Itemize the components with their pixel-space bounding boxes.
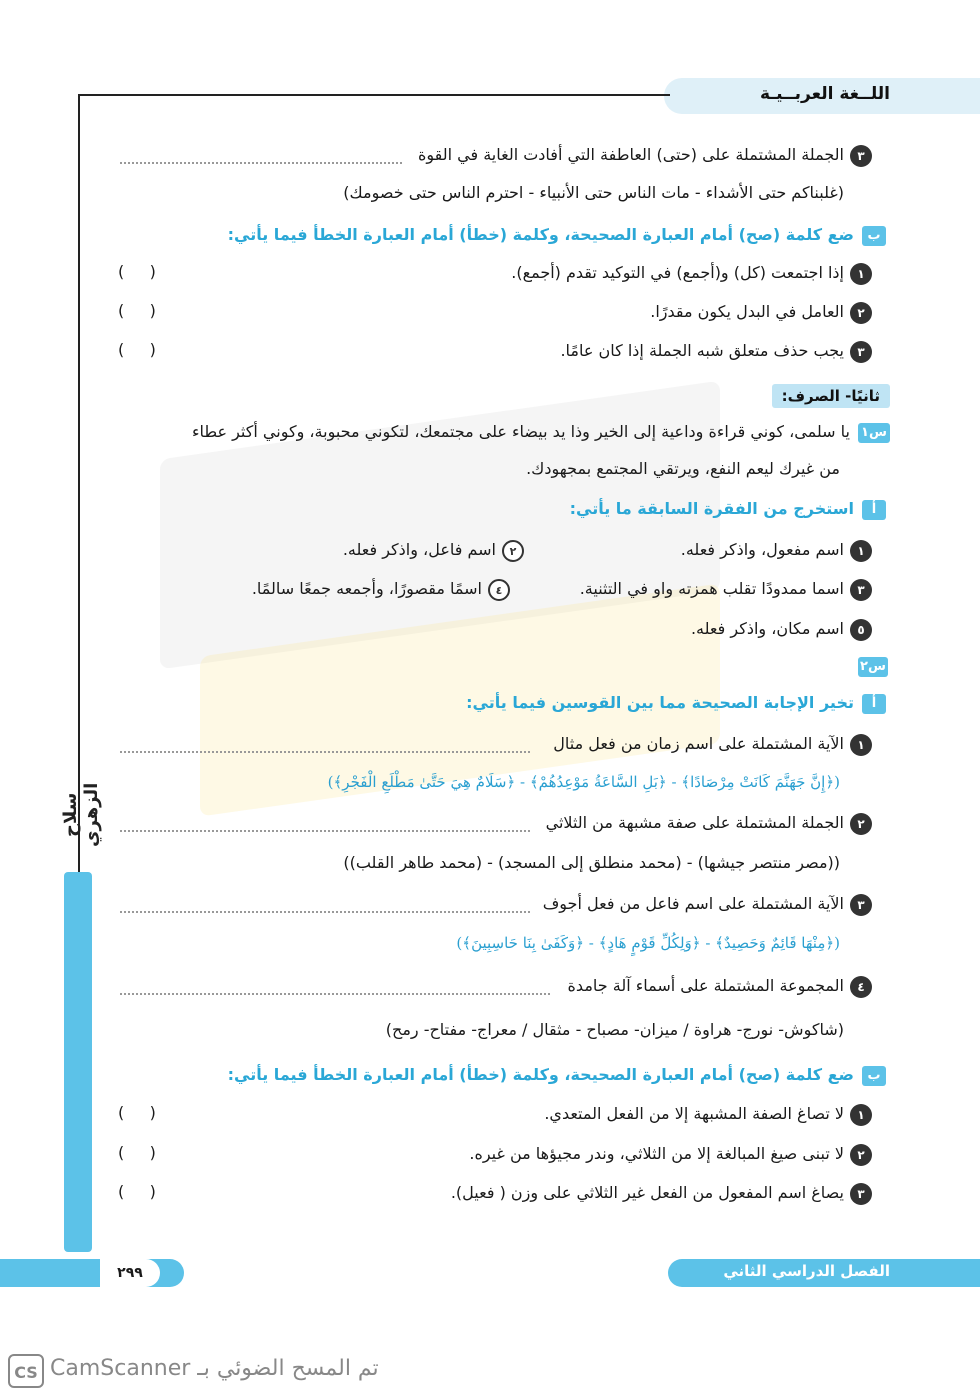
item-number: ٤ <box>488 579 510 601</box>
answer-options: ((مصر منتصر جيشها) - (محمد منطلق إلى المسجد) - (محمد طاهر القلب)) <box>343 853 840 872</box>
statement-text: العامل في البدل يكون مقدرًا. <box>650 302 844 321</box>
passage-line: من غيرك ليعم النفع، ويرتقي المجتمع بمجهودك. <box>526 459 840 478</box>
answer-box[interactable]: ( ) <box>118 1103 156 1122</box>
task-text: اسم مكان، واذكر فعله. <box>690 619 844 638</box>
item-number: ١ <box>850 1104 872 1126</box>
statement-text: لا تصاغ الصفة المشبهة إلا من الفعل المتعدي. <box>544 1104 844 1123</box>
answer-box[interactable]: ( ) <box>118 340 156 359</box>
item-number: ٢ <box>850 302 872 324</box>
passage-line: يا سلمى، كوني قراءة وداعية إلى الخير وذا يد بيضاء على مجتمعك، لتكوني محبوبة، وكوني أكثر عطاء <box>191 422 850 441</box>
question-text: الآية المشتملة على اسم فاعل من فعل أجوف <box>542 894 844 913</box>
page-number: ٢٩٩ <box>100 1259 160 1287</box>
question-tag: س٢ <box>858 657 888 677</box>
answer-line[interactable] <box>120 830 530 832</box>
question-text: الآية المشتملة على اسم زمان من فعل مثال <box>553 734 844 753</box>
item-number: ٢ <box>502 540 524 562</box>
answer-options: (شاكوش- نورج- هراوة / ميزان- مصباح - مثقال / معراج- مفتاح- رمح) <box>385 1020 844 1039</box>
scanner-watermark-text: تم المسح الضوئي بـ CamScanner <box>50 1356 379 1381</box>
side-accent-bar <box>64 872 92 1252</box>
answer-line[interactable] <box>120 911 530 913</box>
section-tag: ب <box>862 1066 886 1086</box>
answer-box[interactable]: ( ) <box>118 1143 156 1162</box>
subject-title: اللــغة العربــيـة <box>759 84 890 104</box>
side-brand-logo: سلاح الزهري <box>60 782 102 848</box>
statement-text: لا تبنى صيغ المبالغة إلا من الثلاثي، وندر مجيؤها من غيره. <box>469 1144 844 1163</box>
item-number: ٥ <box>850 619 872 641</box>
item-number: ٢ <box>850 813 872 835</box>
answer-line[interactable] <box>120 993 550 995</box>
statement-text: يجب حذف متعلق شبه الجملة إذا كان عامًا. <box>560 341 844 360</box>
section-tag: أ <box>862 500 886 520</box>
section-title: ثانيًا- الصرف: <box>772 384 890 408</box>
section-instruction: استخرج من الفقرة السابقة ما يأتي: <box>569 499 854 518</box>
answer-line[interactable] <box>120 162 402 164</box>
camscanner-logo: CS <box>8 1354 44 1388</box>
answer-box[interactable]: ( ) <box>118 262 156 281</box>
item-number: ١ <box>850 540 872 562</box>
section-instruction: ضع كلمة (صح) أمام العبارة الصحيحة، وكلمة (خطأ) أمام العبارة الخطأ فيما يأتي: <box>227 225 854 244</box>
task-text: اسم فاعل، واذكر فعله. <box>342 540 496 559</box>
item-number: ١ <box>850 734 872 756</box>
footer-term: الفصل الدراسي الثاني <box>723 1262 890 1280</box>
quran-options: (﴿مِنْهَا قَائِمٌ وَحَصِيدٌ﴾ - ﴿وَلِكُلِّ قَوْمٍ هَادٍ﴾ - ﴿وَكَفَىٰ بِنَا حَاسِبِينَ﴾) <box>456 934 840 952</box>
question-text: الجملة المشتملة على صفة مشبهة من الثلاثي <box>545 813 844 832</box>
question-text: الجملة المشتملة على (حتى) العاطفة التي أفادت الغاية في القوة <box>417 145 844 164</box>
item-number: ٣ <box>850 579 872 601</box>
task-text: اسم مفعول، واذكر فعله. <box>680 540 844 559</box>
item-number: ٤ <box>850 976 872 998</box>
answer-box[interactable]: ( ) <box>118 1182 156 1201</box>
section-instruction: تخير الإجابة الصحيحة مما بين القوسين فيما يأتي: <box>466 693 854 712</box>
item-number: ١ <box>850 263 872 285</box>
section-instruction: ضع كلمة (صح) أمام العبارة الصحيحة، وكلمة (خطأ) أمام العبارة الخطأ فيما يأتي: <box>227 1065 854 1084</box>
task-text: اسما ممدودًا تقلب همزته واو في التثنية. <box>579 579 844 598</box>
footer-left-bar <box>0 1259 100 1287</box>
answer-options: (غلبناكم حتى الأشداء - مات الناس حتى الأنبياء - احترم الناس حتى خصومك) <box>343 183 844 202</box>
quran-options: (﴿إِنَّ جَهَنَّمَ كَانَتْ مِرْصَادًا﴾ - ﴿بَلِ السَّاعَةُ مَوْعِدُهُمْ﴾ - ﴿سَلَامٌ هِيَ حَتَّىٰ مَطْلَعِ الْفَجْرِ﴾) <box>327 773 840 791</box>
question-tag: س١ <box>858 423 890 443</box>
section-tag: ب <box>862 226 886 246</box>
statement-text: يصاغ اسم المفعول من الفعل غير الثلاثي على وزن ( فعيل). <box>450 1183 844 1202</box>
question-text: المجموعة المشتملة على أسماء آلة جامدة <box>567 976 844 995</box>
answer-box[interactable]: ( ) <box>118 301 156 320</box>
item-number: ٣ <box>850 341 872 363</box>
item-number: ٣ <box>850 894 872 916</box>
item-number: ٣ <box>850 1183 872 1205</box>
header-rule <box>80 94 670 96</box>
item-number: ٣ <box>850 145 872 167</box>
task-text: اسمًا مقصورًا، وأجمعه جمعًا سالمًا. <box>251 579 482 598</box>
section-tag: أ <box>862 694 886 714</box>
answer-line[interactable] <box>120 751 530 753</box>
item-number: ٢ <box>850 1144 872 1166</box>
statement-text: إذا اجتمعت (كل) و(أجمع) في التوكيد تقدم (أجمع). <box>511 263 844 282</box>
